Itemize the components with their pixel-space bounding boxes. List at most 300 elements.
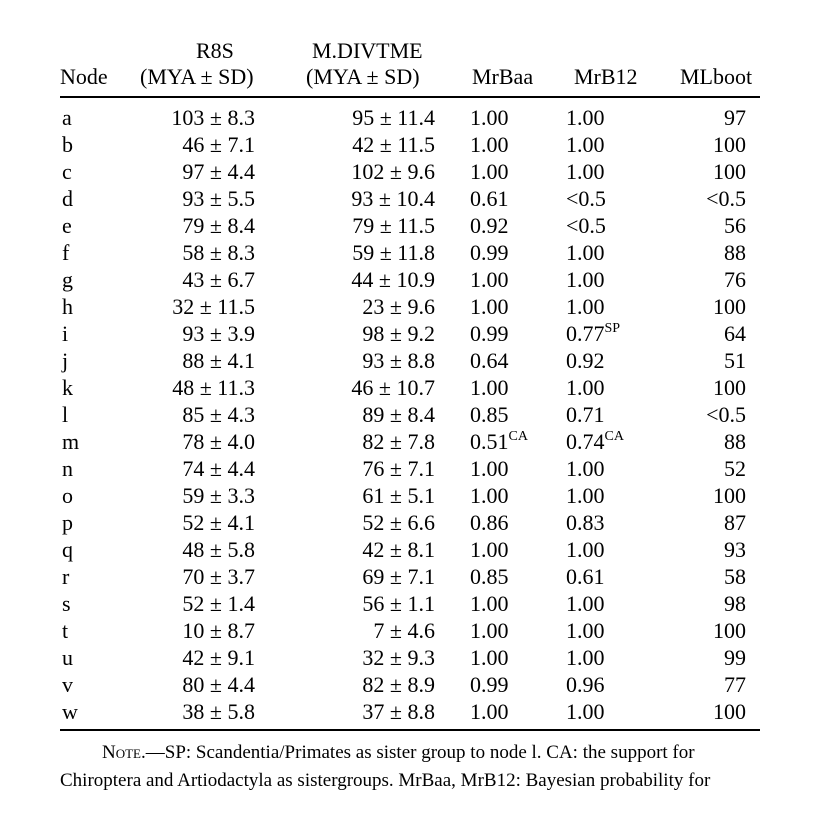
- cell-mrb12: [566, 671, 605, 698]
- cell-mrb12-value: 1.00: [566, 483, 605, 508]
- cell-mdiv: [300, 644, 435, 671]
- cell-node-value: v: [62, 672, 73, 697]
- cell-node: [62, 644, 73, 671]
- cell-node: [62, 617, 68, 644]
- cell-mrbaa: [470, 401, 509, 428]
- cell-mdiv: [300, 698, 435, 725]
- cell-mlboot: [660, 428, 746, 455]
- cell-r8s-value: 48 ± 5.8: [182, 537, 255, 562]
- cell-node-value: d: [62, 186, 73, 211]
- cell-mrbaa-value: 1.00: [470, 591, 509, 616]
- cell-mrb12-value: 1.00: [566, 240, 605, 265]
- cell-r8s: [135, 671, 255, 698]
- cell-r8s: [135, 698, 255, 725]
- cell-mdiv: [300, 617, 435, 644]
- cell-mlboot-value: 58: [724, 564, 746, 589]
- table-row: [0, 185, 820, 212]
- cell-mlboot-value: 99: [724, 645, 746, 670]
- cell-mdiv: [300, 104, 435, 131]
- cell-mlboot: [660, 158, 746, 185]
- cell-mdiv-value: 102 ± 9.6: [351, 159, 435, 184]
- cell-mlboot-value: <0.5: [706, 186, 746, 211]
- cell-mlboot-value: 76: [724, 267, 746, 292]
- cell-mlboot: [660, 185, 746, 212]
- cell-node: [62, 536, 73, 563]
- cell-mrbaa-value: 0.99: [470, 240, 509, 265]
- cell-mrbaa: [470, 698, 509, 725]
- table-note-line2: Chiroptera and Artiodactyla as sistergroups. MrBaa, MrB12: Bayesian probability for: [60, 770, 711, 791]
- cell-node: [62, 401, 68, 428]
- cell-r8s-value: 97 ± 4.4: [182, 159, 255, 184]
- cell-node: [62, 320, 68, 347]
- table-row: [0, 563, 820, 590]
- cell-r8s-value: 70 ± 3.7: [182, 564, 255, 589]
- cell-mrbaa: [470, 509, 509, 536]
- cell-mdiv-value: 42 ± 8.1: [362, 537, 435, 562]
- cell-mrb12: [566, 266, 605, 293]
- cell-mrb12: [566, 185, 606, 212]
- cell-mrb12: [566, 482, 605, 509]
- cell-mrbaa-value: 1.00: [470, 132, 509, 157]
- cell-mdiv: [300, 212, 435, 239]
- cell-mlboot-value: 100: [713, 375, 746, 400]
- header-mdiv-unit: (MYA ± SD): [306, 64, 420, 89]
- cell-node-value: j: [62, 348, 69, 373]
- cell-mlboot: [660, 239, 746, 266]
- cell-mlboot: [660, 266, 746, 293]
- cell-mrbaa-value: 1.00: [470, 294, 509, 319]
- cell-r8s-value: 103 ± 8.3: [171, 105, 255, 130]
- cell-mdiv: [300, 563, 435, 590]
- cell-mdiv-value: 93 ± 8.8: [362, 348, 435, 373]
- cell-mdiv: [300, 482, 435, 509]
- cell-mrbaa-value: 1.00: [470, 105, 509, 130]
- cell-node: [62, 266, 73, 293]
- cell-mdiv-value: 44 ± 10.9: [351, 267, 435, 292]
- cell-mrbaa-value: 1.00: [470, 537, 509, 562]
- cell-mdiv: [300, 266, 435, 293]
- cell-mlboot: [660, 374, 746, 401]
- cell-mlboot-value: 100: [713, 483, 746, 508]
- cell-node-value: q: [62, 537, 73, 562]
- cell-mdiv-value: 56 ± 1.1: [362, 591, 435, 616]
- cell-mlboot-value: <0.5: [706, 402, 746, 427]
- cell-mdiv: [300, 347, 435, 374]
- cell-mrbaa-value: 0.99: [470, 321, 509, 346]
- cell-mlboot-value: 100: [713, 699, 746, 724]
- cell-mrbaa-value: 1.00: [470, 618, 509, 643]
- table-row: [0, 509, 820, 536]
- cell-node-value: a: [62, 105, 72, 130]
- cell-mrbaa: [470, 536, 509, 563]
- cell-mrbaa: [470, 104, 509, 131]
- cell-r8s: [135, 320, 255, 347]
- cell-node-value: w: [62, 699, 78, 724]
- cell-mrbaa-value: 0.99: [470, 672, 509, 697]
- cell-mrb12: [566, 374, 605, 401]
- table-body: [0, 104, 820, 725]
- cell-mrbaa-value: 0.51: [470, 429, 509, 454]
- cell-node: [62, 698, 78, 725]
- cell-mrbaa: [470, 185, 509, 212]
- cell-mrb12-value: <0.5: [566, 186, 606, 211]
- cell-mlboot-value: 52: [724, 456, 746, 481]
- cell-mdiv-value: 23 ± 9.6: [362, 294, 435, 319]
- cell-mrb12-value: 0.83: [566, 510, 605, 535]
- cell-mrbaa: [470, 158, 509, 185]
- cell-node: [62, 482, 73, 509]
- cell-mdiv: [300, 671, 435, 698]
- cell-mrbaa: [470, 617, 509, 644]
- cell-mdiv-value: 76 ± 7.1: [362, 456, 435, 481]
- cell-r8s: [135, 239, 255, 266]
- header-r8s-unit: (MYA ± SD): [140, 64, 254, 89]
- cell-r8s: [135, 401, 255, 428]
- cell-r8s-value: 80 ± 4.4: [182, 672, 255, 697]
- header-node: Node: [60, 64, 108, 89]
- cell-mrbaa-value: 1.00: [470, 375, 509, 400]
- cell-mrb12-value: 1.00: [566, 294, 605, 319]
- cell-r8s-value: 93 ± 3.9: [182, 321, 255, 346]
- cell-mdiv-value: 37 ± 8.8: [362, 699, 435, 724]
- cell-mlboot-value: 100: [713, 159, 746, 184]
- cell-node: [62, 347, 68, 374]
- cell-mrb12-superscript: CA: [604, 429, 624, 444]
- cell-mrbaa-value: 0.85: [470, 564, 509, 589]
- table-row: [0, 455, 820, 482]
- cell-node-value: f: [62, 240, 70, 265]
- cell-mrb12-superscript: SP: [604, 321, 621, 336]
- cell-mrbaa: [470, 455, 509, 482]
- cell-mrb12-value: 0.61: [566, 564, 605, 589]
- cell-mrb12: [566, 347, 605, 374]
- cell-mlboot: [660, 131, 746, 158]
- cell-mdiv: [300, 590, 435, 617]
- cell-mrb12: [566, 212, 606, 239]
- cell-mdiv: [300, 509, 435, 536]
- cell-mrb12: [566, 536, 605, 563]
- cell-mlboot: [660, 455, 746, 482]
- cell-mlboot-value: 100: [713, 618, 746, 643]
- cell-mdiv: [300, 185, 435, 212]
- cell-mdiv: [300, 455, 435, 482]
- table-row: [0, 293, 820, 320]
- cell-r8s-value: 59 ± 3.3: [182, 483, 255, 508]
- cell-mrbaa-value: 0.61: [470, 186, 509, 211]
- table-row: [0, 266, 820, 293]
- cell-mrb12-value: 1.00: [566, 375, 605, 400]
- cell-mdiv: [300, 536, 435, 563]
- cell-r8s: [135, 482, 255, 509]
- table-row: [0, 374, 820, 401]
- note-text-1: —SP: Scandentia/Primates as sister group to node l. CA: the support for: [145, 742, 695, 763]
- table-row: [0, 482, 820, 509]
- cell-mrb12: [566, 644, 605, 671]
- cell-mdiv: [300, 158, 435, 185]
- cell-mrbaa: [470, 266, 509, 293]
- cell-mrb12: [566, 563, 605, 590]
- table-row: [0, 131, 820, 158]
- cell-mdiv-value: 46 ± 10.7: [351, 375, 435, 400]
- cell-mrbaa-value: 0.86: [470, 510, 509, 535]
- cell-r8s-value: 79 ± 8.4: [182, 213, 255, 238]
- cell-mrb12-value: 1.00: [566, 699, 605, 724]
- table-row: [0, 158, 820, 185]
- cell-mlboot-value: 100: [713, 294, 746, 319]
- cell-mdiv: [300, 239, 435, 266]
- table-row: [0, 536, 820, 563]
- cell-mlboot: [660, 293, 746, 320]
- table-row: [0, 428, 820, 455]
- cell-mdiv-value: 89 ± 8.4: [362, 402, 435, 427]
- cell-mlboot: [660, 671, 746, 698]
- note-label: Note.: [102, 742, 146, 763]
- cell-mrbaa: [470, 347, 509, 374]
- cell-mlboot: [660, 104, 746, 131]
- cell-mdiv-value: 82 ± 7.8: [362, 429, 435, 454]
- cell-node-value: o: [62, 483, 73, 508]
- cell-r8s: [135, 509, 255, 536]
- cell-node: [62, 428, 79, 455]
- cell-node: [62, 104, 72, 131]
- cell-r8s-value: 52 ± 1.4: [182, 591, 255, 616]
- cell-mrbaa: [470, 563, 509, 590]
- cell-r8s-value: 85 ± 4.3: [182, 402, 255, 427]
- cell-node-value: p: [62, 510, 73, 535]
- cell-mrbaa: [470, 212, 509, 239]
- header-rule: [60, 96, 760, 98]
- cell-mlboot-value: 97: [724, 105, 746, 130]
- cell-mrb12: [566, 590, 605, 617]
- cell-mdiv-value: 42 ± 11.5: [352, 132, 435, 157]
- cell-r8s: [135, 293, 255, 320]
- cell-mrb12-value: 0.96: [566, 672, 605, 697]
- table-row: [0, 698, 820, 725]
- header-mdiv: M.DIVTME: [312, 38, 423, 63]
- cell-node-value: t: [62, 618, 69, 643]
- cell-mdiv: [300, 374, 435, 401]
- cell-mrbaa-value: 1.00: [470, 267, 509, 292]
- cell-r8s-value: 46 ± 7.1: [182, 132, 255, 157]
- cell-mdiv-value: 52 ± 6.6: [362, 510, 435, 535]
- cell-r8s: [135, 347, 255, 374]
- cell-r8s-value: 43 ± 6.7: [182, 267, 255, 292]
- cell-r8s-value: 74 ± 4.4: [182, 456, 255, 481]
- cell-node: [62, 455, 73, 482]
- cell-mrb12: [566, 455, 605, 482]
- cell-mdiv-value: 95 ± 11.4: [352, 105, 435, 130]
- cell-mrbaa-value: 1.00: [470, 699, 509, 724]
- cell-node: [62, 185, 73, 212]
- cell-r8s-value: 48 ± 11.3: [172, 375, 255, 400]
- cell-mlboot-value: 56: [724, 213, 746, 238]
- cell-mrb12-value: 0.92: [566, 348, 605, 373]
- cell-r8s: [135, 104, 255, 131]
- cell-mlboot: [660, 509, 746, 536]
- cell-mrbaa: [470, 239, 509, 266]
- cell-mrb12-value: 1.00: [566, 618, 605, 643]
- cell-mrb12: [566, 698, 605, 725]
- cell-mrb12: [566, 158, 605, 185]
- cell-mrbaa-value: 1.00: [470, 483, 509, 508]
- table-row: [0, 401, 820, 428]
- cell-mrb12-value: 1.00: [566, 645, 605, 670]
- cell-mlboot: [660, 401, 746, 428]
- cell-node-value: r: [62, 564, 70, 589]
- cell-mlboot: [660, 644, 746, 671]
- cell-mlboot-value: 88: [724, 240, 746, 265]
- cell-node: [62, 293, 73, 320]
- cell-r8s-value: 10 ± 8.7: [182, 618, 255, 643]
- cell-mlboot: [660, 617, 746, 644]
- cell-r8s-value: 38 ± 5.8: [182, 699, 255, 724]
- cell-mrbaa-value: 0.64: [470, 348, 509, 373]
- cell-mdiv-value: 61 ± 5.1: [362, 483, 435, 508]
- cell-mlboot-value: 87: [724, 510, 746, 535]
- cell-node: [62, 590, 71, 617]
- cell-mrbaa: [470, 374, 509, 401]
- cell-mlboot-value: 93: [724, 537, 746, 562]
- cell-mdiv: [300, 293, 435, 320]
- cell-mrbaa-value: 1.00: [470, 456, 509, 481]
- cell-node-value: n: [62, 456, 73, 481]
- cell-mrb12-value: 1.00: [566, 267, 605, 292]
- cell-node-value: m: [62, 429, 80, 454]
- cell-mrb12: [566, 401, 605, 428]
- cell-node-value: e: [62, 213, 72, 238]
- cell-node-value: h: [62, 294, 73, 319]
- table-row: [0, 320, 820, 347]
- cell-r8s: [135, 644, 255, 671]
- cell-mlboot: [660, 320, 746, 347]
- cell-mdiv: [300, 320, 435, 347]
- table-row: [0, 104, 820, 131]
- cell-mlboot: [660, 590, 746, 617]
- cell-mrb12-value: 1.00: [566, 105, 605, 130]
- cell-mdiv: [300, 428, 435, 455]
- header-mrbaa: MrBaa: [472, 64, 534, 89]
- cell-mlboot: [660, 482, 746, 509]
- cell-mlboot: [660, 347, 746, 374]
- header-mrb12: MrB12: [574, 64, 638, 89]
- cell-r8s: [135, 266, 255, 293]
- cell-mrb12-value: 1.00: [566, 159, 605, 184]
- cell-mlboot: [660, 536, 746, 563]
- header-mlboot: MLboot: [680, 64, 753, 89]
- table-row: [0, 671, 820, 698]
- cell-mlboot-value: 51: [724, 348, 746, 373]
- cell-r8s-value: 88 ± 4.1: [182, 348, 255, 373]
- cell-r8s-value: 58 ± 8.3: [182, 240, 255, 265]
- cell-r8s: [135, 590, 255, 617]
- bottom-rule: [60, 729, 760, 731]
- cell-mrbaa-value: 0.85: [470, 402, 509, 427]
- cell-node: [62, 212, 72, 239]
- cell-node: [62, 509, 73, 536]
- cell-mrb12-value: <0.5: [566, 213, 606, 238]
- cell-node: [62, 158, 72, 185]
- cell-mrb12-value: 1.00: [566, 537, 605, 562]
- cell-mrb12: [566, 104, 605, 131]
- cell-node-value: i: [62, 321, 69, 346]
- cell-node-value: b: [62, 132, 73, 157]
- cell-mrb12: [566, 239, 605, 266]
- cell-mrb12-value: 0.74: [566, 429, 605, 454]
- cell-mrb12: [566, 131, 605, 158]
- cell-node-value: g: [62, 267, 73, 292]
- cell-mdiv-value: 32 ± 9.3: [362, 645, 435, 670]
- cell-node-value: u: [62, 645, 73, 670]
- cell-mrbaa-value: 1.00: [470, 645, 509, 670]
- cell-node: [62, 671, 73, 698]
- cell-mrb12-value: 0.77: [566, 321, 605, 346]
- cell-mdiv: [300, 401, 435, 428]
- cell-mrbaa: [470, 293, 509, 320]
- cell-mlboot-value: 88: [724, 429, 746, 454]
- cell-mrbaa: [470, 131, 509, 158]
- cell-mrb12: [566, 509, 605, 536]
- cell-mrb12: [566, 293, 605, 320]
- cell-r8s: [135, 374, 255, 401]
- cell-r8s: [135, 563, 255, 590]
- header-r8s: R8S: [196, 38, 234, 63]
- cell-r8s: [135, 185, 255, 212]
- cell-mdiv-value: 69 ± 7.1: [362, 564, 435, 589]
- cell-r8s: [135, 158, 255, 185]
- cell-mrbaa-value: 0.92: [470, 213, 509, 238]
- table-row: [0, 212, 820, 239]
- cell-r8s-value: 42 ± 9.1: [182, 645, 255, 670]
- table-row: [0, 347, 820, 374]
- cell-node: [62, 131, 73, 158]
- cell-r8s-value: 93 ± 5.5: [182, 186, 255, 211]
- table-row: [0, 617, 820, 644]
- cell-node: [62, 239, 69, 266]
- table-row: [0, 644, 820, 671]
- cell-mlboot-value: 77: [724, 672, 746, 697]
- cell-r8s-value: 78 ± 4.0: [182, 429, 255, 454]
- cell-mrbaa: [470, 644, 509, 671]
- cell-mlboot: [660, 563, 746, 590]
- cell-mrb12-value: 1.00: [566, 132, 605, 157]
- cell-node-value: l: [62, 402, 69, 427]
- cell-mlboot-value: 64: [724, 321, 746, 346]
- cell-mrb12: [566, 617, 605, 644]
- cell-mrbaa: [470, 590, 509, 617]
- cell-mrb12-value: 0.71: [566, 402, 605, 427]
- cell-mlboot: [660, 212, 746, 239]
- cell-r8s: [135, 455, 255, 482]
- cell-node-value: k: [62, 375, 73, 400]
- cell-r8s: [135, 428, 255, 455]
- cell-r8s: [135, 536, 255, 563]
- cell-mdiv-value: 93 ± 10.4: [351, 186, 435, 211]
- cell-node: [62, 374, 73, 401]
- cell-r8s: [135, 131, 255, 158]
- cell-mdiv: [300, 131, 435, 158]
- cell-r8s-value: 52 ± 4.1: [182, 510, 255, 535]
- cell-mrb12-value: 1.00: [566, 456, 605, 481]
- table-note-line1: [102, 740, 802, 766]
- cell-mrbaa-value: 1.00: [470, 159, 509, 184]
- cell-mrbaa: [470, 482, 509, 509]
- cell-node-value: s: [62, 591, 71, 616]
- cell-r8s: [135, 212, 255, 239]
- cell-mdiv-value: 82 ± 8.9: [362, 672, 435, 697]
- cell-r8s: [135, 617, 255, 644]
- table-row: [0, 239, 820, 266]
- cell-mdiv-value: 7 ± 4.6: [373, 618, 435, 643]
